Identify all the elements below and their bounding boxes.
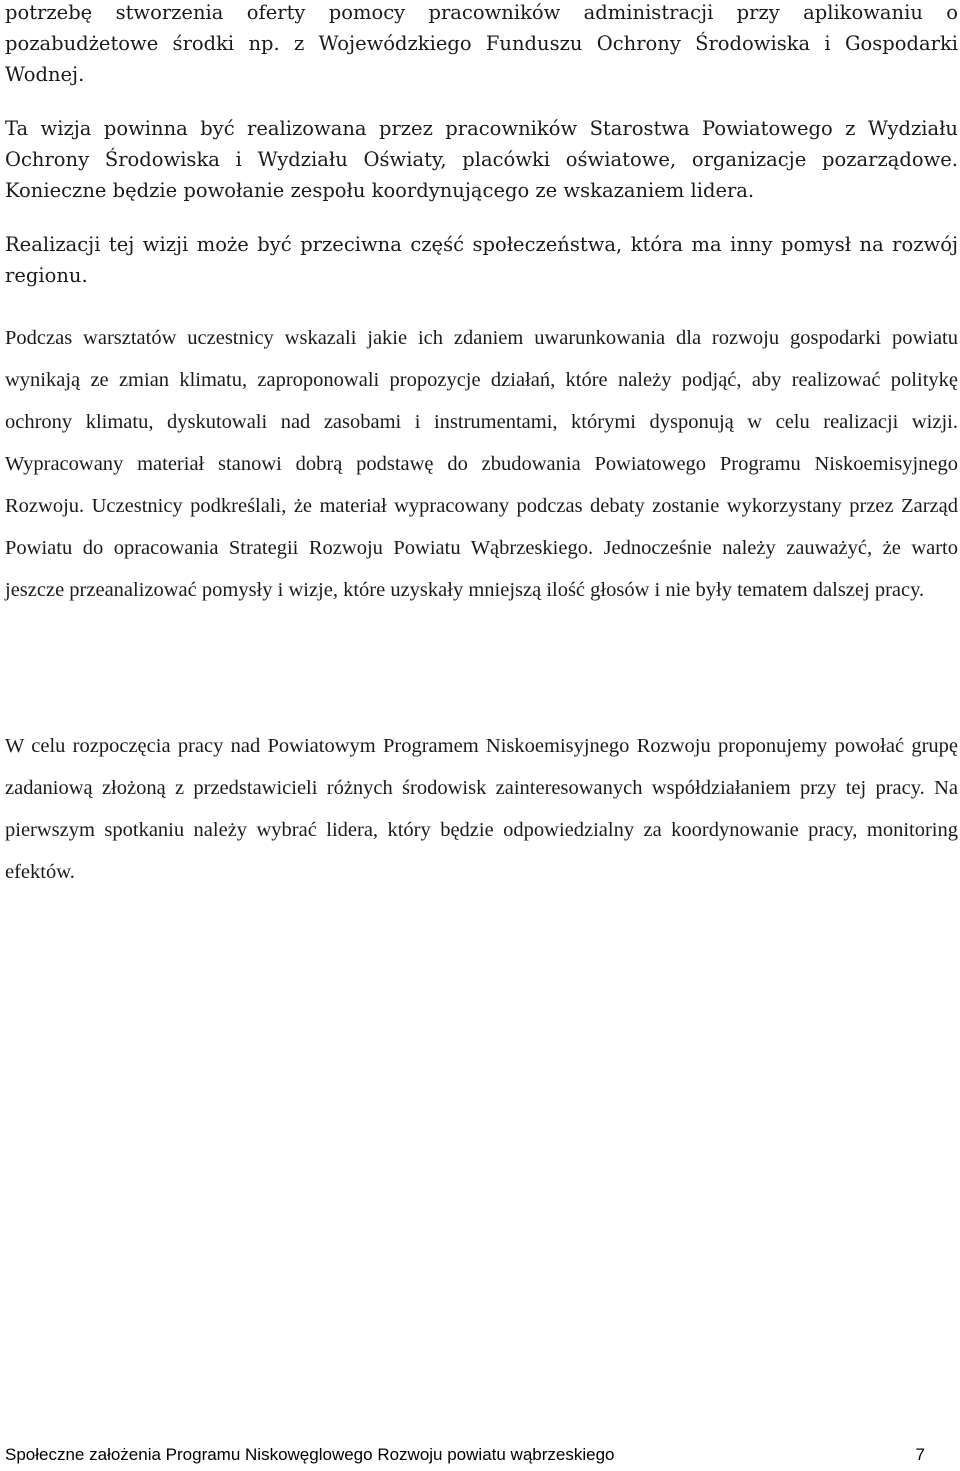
page-number: 7	[915, 1445, 925, 1464]
paragraph-vision-implementation: Ta wizja powinna być realizowana przez pracowników Starostwa Powiatowego z Wydziału Ochrony Środowiska i Wydziału Oświaty, placówki oświatowe, organizacje pozarządowe. Konieczne będzie powołanie zespołu koordynującego ze wskazaniem lidera.	[5, 117, 958, 202]
footer-title: Społeczne założenia Programu Niskowęglowego Rozwoju powiatu wąbrzeskiego	[5, 1445, 615, 1464]
paragraph-opposition: Realizacji tej wizji może być przeciwna część społeczeństwa, która ma inny pomysł na rozwój regionu.	[5, 233, 958, 287]
page-footer	[5, 1443, 925, 1467]
paragraph-workshops: Podczas warsztatów uczestnicy wskazali jakie ich zdaniem uwarunkowania dla rozwoju gospodarki powiatu wynikają ze zmian klimatu, zaproponowali propozycje działań, które należy podjąć, aby realizować politykę ochrony klimatu, dyskutowali nad zasobami i instrumentami, którymi dysponują w celu realizacji wizji. Wypracowany materiał stanowi dobrą podstawę do zbudowania Powiatowego Programu Niskoemisyjnego Rozwoju. Uczestnicy podkreślali, że materiał wypracowany podczas debaty zostanie wykorzystany przez Zarząd Powiatu do opracowania Strategii Rozwoju Powiatu Wąbrzeskiego. Jednocześnie należy zauważyć, że warto jeszcze przeanalizować pomysły i wizje, które uzyskały mniejszą ilość głosów i nie były tematem dalszej pracy.	[5, 327, 958, 601]
paragraph-task-group: W celu rozpoczęcia pracy nad Powiatowym Programem Niskoemisyjnego Rozwoju proponujemy powołać grupę zadaniową złożoną z przedstawicieli różnych środowisk zainteresowanych współdziałaniem przy tej pracy. Na pierwszym spotkaniu należy wybrać lidera, który będzie odpowiedzialny za koordynowanie pracy, monitoring efektów.	[5, 735, 958, 883]
paragraph-offer-support: potrzebę stworzenia oferty pomocy pracowników administracji przy aplikowaniu o pozabudżetowe środki np. z Wojewódzkiego Funduszu Ochrony Środowiska i Gospodarki Wodnej.	[5, 1, 958, 86]
